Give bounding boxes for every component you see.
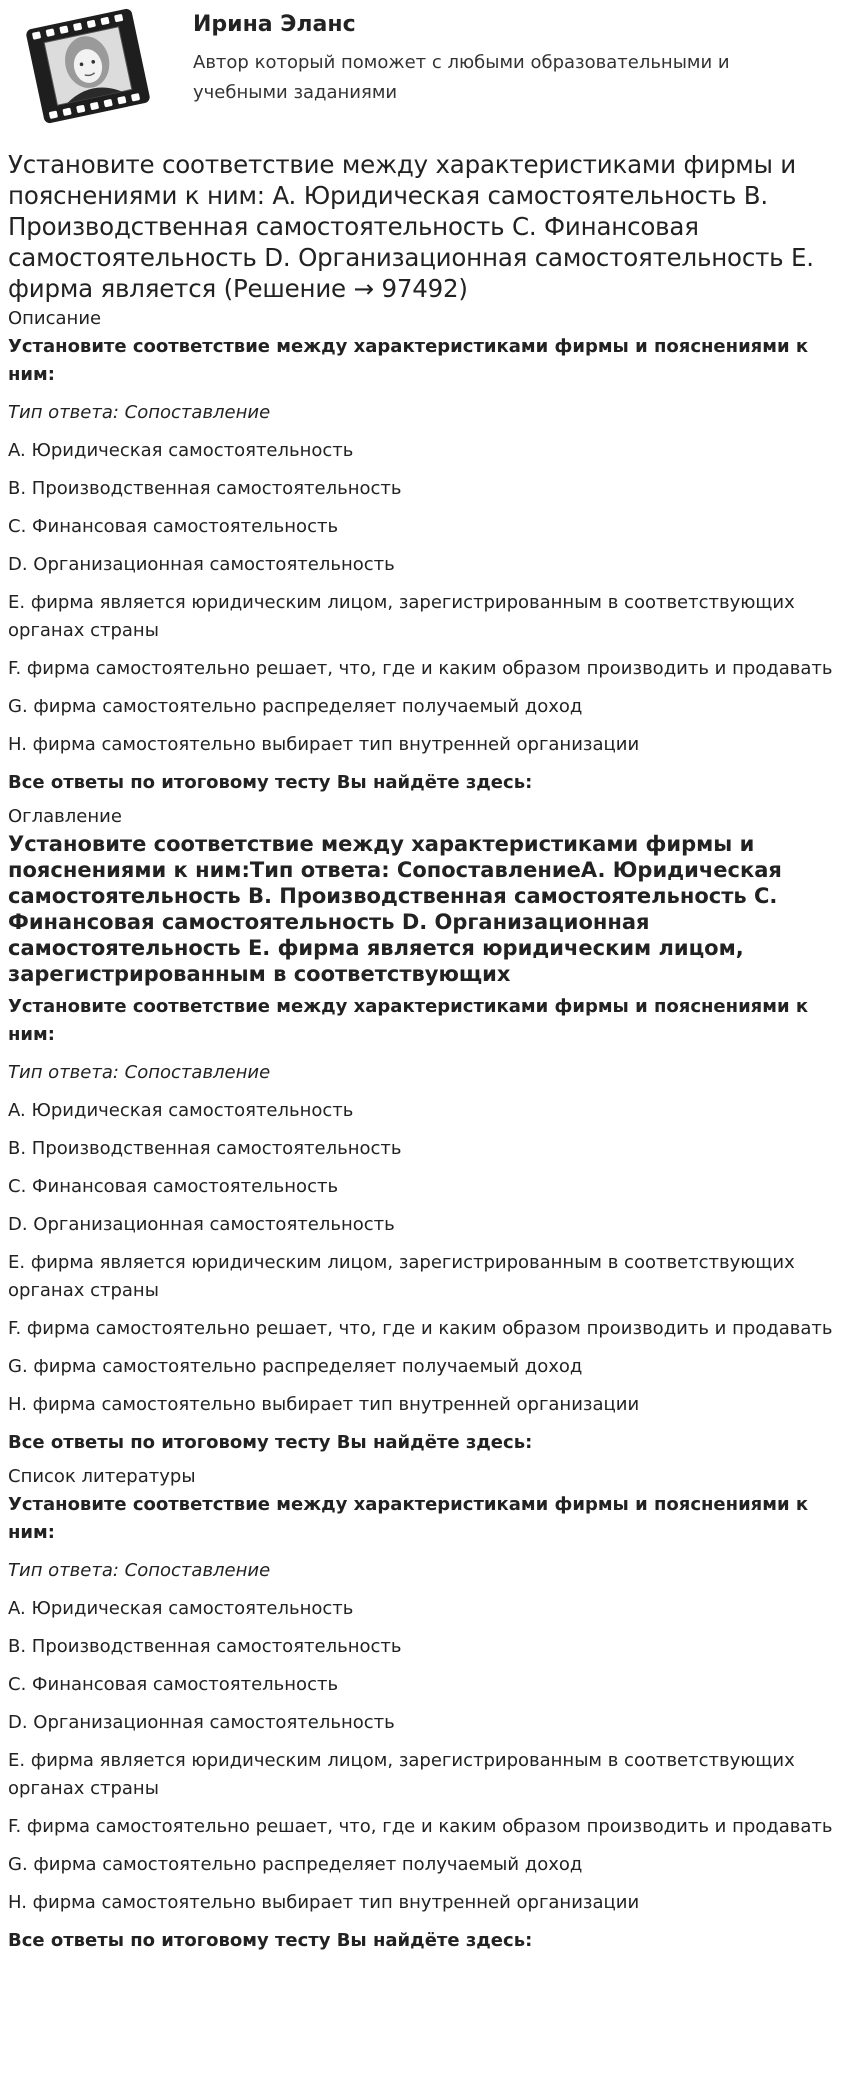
all-answers-note: Все ответы по итоговому тесту Вы найдёте здесь:	[8, 1930, 533, 1951]
author-description: Автор который поможет с любыми образовательными и учебными заданиями	[193, 52, 730, 103]
section-toc	[8, 805, 839, 1457]
option-item: B. Производственная самостоятельность	[8, 1138, 402, 1159]
all-answers-note: Все ответы по итоговому тесту Вы найдёте здесь:	[8, 1432, 533, 1453]
section-description	[8, 307, 839, 797]
film-frame-portrait-icon[interactable]	[16, 4, 160, 128]
page-title: Установите соответствие между характеристиками фирмы и пояснениями к ним: A. Юридическая самостоятельность B. Производственная самостоятельность C. Финансовая самостоятельность D. Организационная самостоятельность E. фирма является (Решение → 97492)	[8, 150, 814, 303]
option-item: G. фирма самостоятельно распределяет получаемый доход	[8, 1854, 583, 1875]
option-item: D. Организационная самостоятельность	[8, 554, 395, 575]
option-item: E. фирма является юридическим лицом, зарегистрированным в соответствующих органах страны	[8, 1252, 795, 1301]
answer-type: Тип ответа: Сопоставление	[8, 402, 271, 423]
option-item: A. Юридическая самостоятельность	[8, 1100, 354, 1121]
option-item: E. фирма является юридическим лицом, зарегистрированным в соответствующих органах страны	[8, 1750, 795, 1799]
option-item: B. Производственная самостоятельность	[8, 1636, 402, 1657]
option-item: F. фирма самостоятельно решает, что, где и каким образом производить и продавать	[8, 1318, 833, 1339]
option-item: G. фирма самостоятельно распределяет получаемый доход	[8, 696, 583, 717]
option-item: A. Юридическая самостоятельность	[8, 440, 354, 461]
option-item: H. фирма самостоятельно выбирает тип внутренней организации	[8, 1394, 640, 1415]
section-label-description: Описание	[8, 308, 102, 329]
option-item: B. Производственная самостоятельность	[8, 478, 402, 499]
answer-type: Тип ответа: Сопоставление	[8, 1062, 271, 1083]
author-card	[8, 0, 839, 135]
option-item: E. фирма является юридическим лицом, зарегистрированным в соответствующих органах страны	[8, 592, 795, 641]
section-bibliography	[8, 1465, 839, 1955]
option-item: H. фирма самостоятельно выбирает тип внутренней организации	[8, 734, 640, 755]
all-answers-note: Все ответы по итоговому тесту Вы найдёте здесь:	[8, 772, 533, 793]
author-name[interactable]: Ирина Эланс	[193, 12, 356, 37]
option-item: H. фирма самостоятельно выбирает тип внутренней организации	[8, 1892, 640, 1913]
section-label-bibliography: Список литературы	[8, 1466, 196, 1487]
option-item: D. Организационная самостоятельность	[8, 1214, 395, 1235]
question-heading: Установите соответствие между характеристиками фирмы и пояснениями к ним:	[8, 336, 809, 385]
option-item: C. Финансовая самостоятельность	[8, 1176, 339, 1197]
option-item: F. фирма самостоятельно решает, что, где и каким образом производить и продавать	[8, 658, 833, 679]
answer-type: Тип ответа: Сопоставление	[8, 1560, 271, 1581]
toc-heading: Установите соответствие между характеристиками фирмы и пояснениями к ним:Тип ответа: СопоставлениеA. Юридическая самостоятельность B. Производственная самостоятельность C. Финансовая самостоятельность D. Организационная самостоятельность E. фирма является юридическим лицом, зарегистрированным в соответствующих	[8, 832, 782, 986]
option-item: C. Финансовая самостоятельность	[8, 1674, 339, 1695]
option-item: A. Юридическая самостоятельность	[8, 1598, 354, 1619]
question-heading: Установите соответствие между характеристиками фирмы и пояснениями к ним:	[8, 1494, 809, 1543]
option-item: G. фирма самостоятельно распределяет получаемый доход	[8, 1356, 583, 1377]
option-item: D. Организационная самостоятельность	[8, 1712, 395, 1733]
question-heading: Установите соответствие между характеристиками фирмы и пояснениями к ним:	[8, 996, 809, 1045]
section-label-toc: Оглавление	[8, 806, 122, 827]
option-item: F. фирма самостоятельно решает, что, где и каким образом производить и продавать	[8, 1816, 833, 1837]
option-item: C. Финансовая самостоятельность	[8, 516, 339, 537]
